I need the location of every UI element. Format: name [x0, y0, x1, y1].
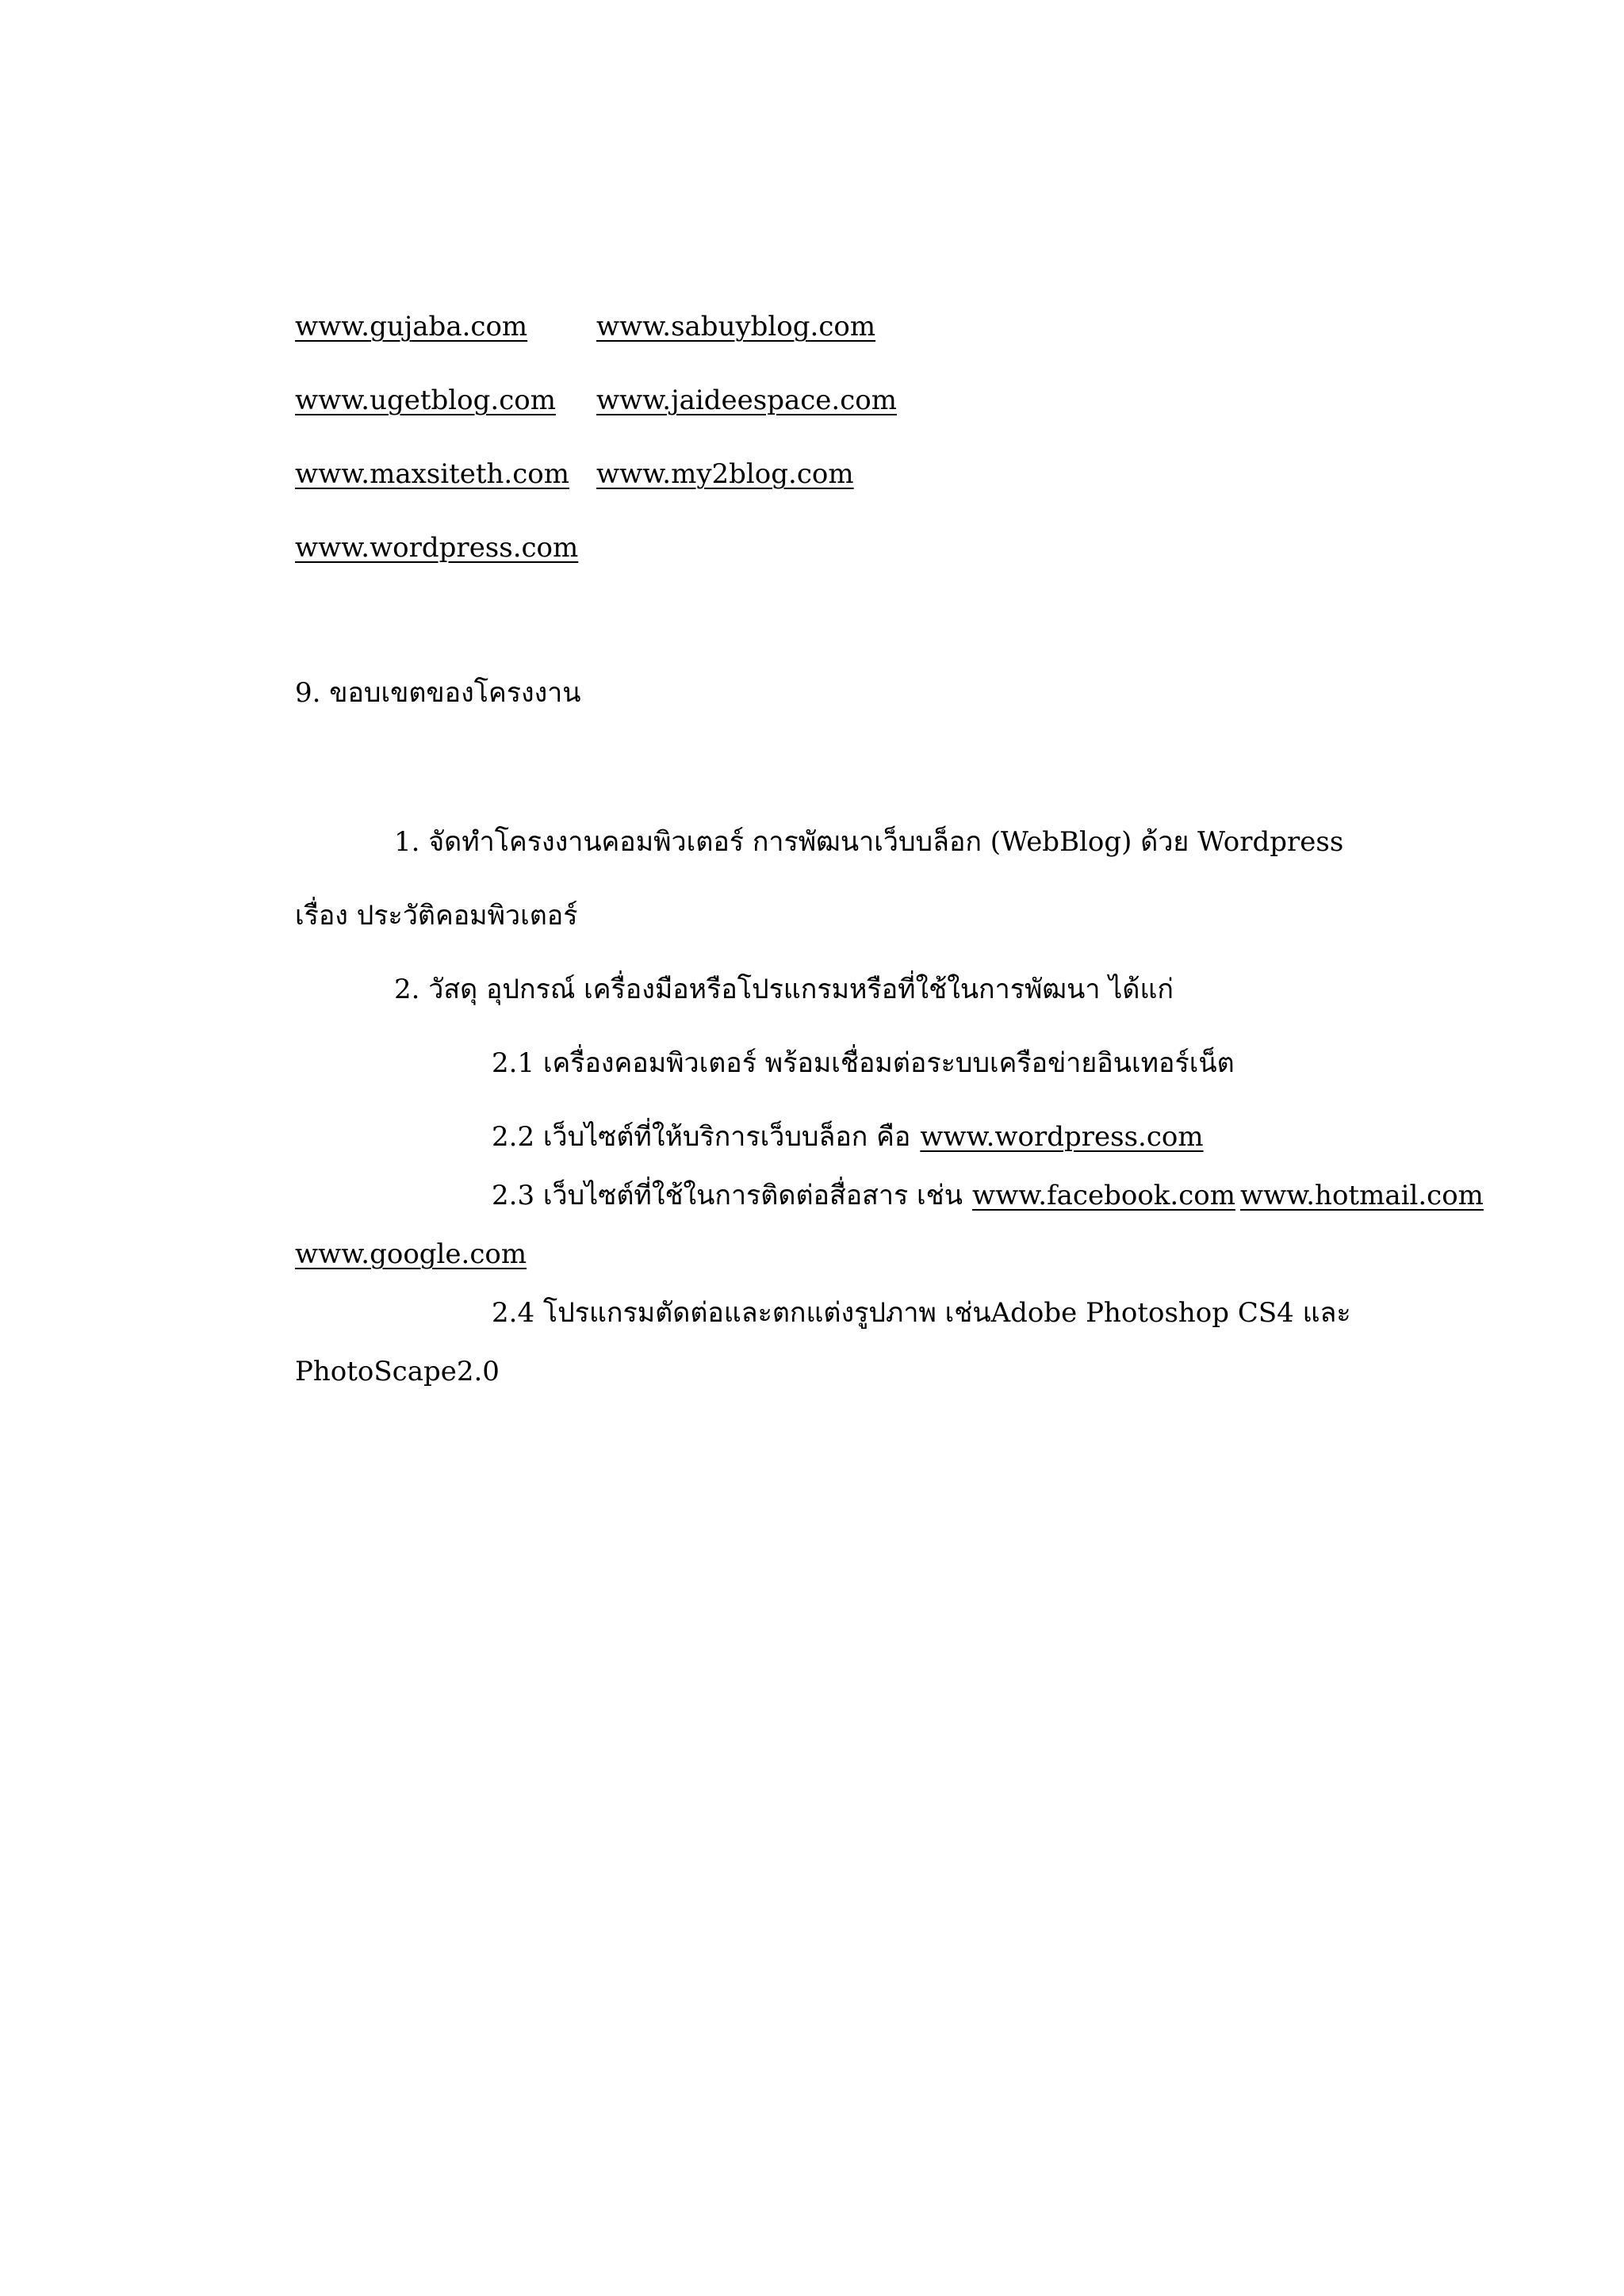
link-text[interactable]: www.gujaba.com: [295, 311, 528, 342]
wordpress-link[interactable]: www.wordpress.com: [920, 1121, 1204, 1153]
link-my2blog[interactable]: [596, 457, 854, 492]
link-text[interactable]: www.wordpress.com: [295, 532, 579, 564]
sub-item-2-2-text: 2.2 เว็บไซต์ที่ให้บริการเว็บบล็อก คือ: [492, 1121, 911, 1153]
link-text[interactable]: www.sabuyblog.com: [596, 311, 876, 342]
link-ugetblog[interactable]: [295, 383, 556, 418]
link-text[interactable]: www.ugetblog.com: [295, 385, 556, 416]
link-sabuyblog[interactable]: [596, 309, 875, 344]
google-link[interactable]: www.google.com: [295, 1238, 527, 1270]
item-1-line-1: 1. จัดทำโครงงานคอมพิวเตอร์ การพัฒนาเว็บบล็อก (WebBlog) ด้วย Wordpress: [394, 826, 1344, 858]
section-heading: 9. ขอบเขตของโครงงาน: [295, 677, 581, 709]
item-2: 2. วัสดุ อุปกรณ์ เครื่องมือหรือโปรแกรมหรือที่ใช้ในการพัฒนา ได้แก่: [394, 974, 1174, 1005]
sub-item-2-4-line-1: 2.4 โปรแกรมตัดต่อและตกแต่งรูปภาพ เช่นAdobe Photoshop CS4 และ: [492, 1297, 1351, 1329]
sub-item-2-3-text: 2.3 เว็บไซต์ที่ใช้ในการติดต่อสื่อสาร เช่น: [492, 1180, 963, 1211]
facebook-link[interactable]: www.facebook.com: [972, 1180, 1235, 1211]
sub-item-2-2: [492, 1119, 1204, 1154]
sub-item-2-3-continuation: [295, 1237, 527, 1272]
link-text[interactable]: www.maxsiteth.com: [295, 458, 569, 490]
sub-item-2-1: 2.1 เครื่องคอมพิวเตอร์ พร้อมเชื่อมต่อระบบเครือข่ายอินเทอร์เน็ต: [492, 1047, 1235, 1079]
link-wordpress[interactable]: [295, 530, 578, 565]
hotmail-link[interactable]: www.hotmail.com: [1239, 1180, 1484, 1211]
sub-item-2-4-line-2: PhotoScape2.0: [295, 1356, 500, 1387]
link-text[interactable]: www.my2blog.com: [596, 458, 854, 490]
link-text[interactable]: www.jaideespace.com: [596, 385, 897, 416]
sub-item-2-3: [492, 1178, 1484, 1213]
item-1-line-2: เรื่อง ประวัติคอมพิวเตอร์: [295, 900, 578, 932]
link-maxsiteth[interactable]: [295, 457, 569, 492]
link-gujaba[interactable]: [295, 309, 527, 344]
link-jaideespace[interactable]: [596, 383, 897, 418]
